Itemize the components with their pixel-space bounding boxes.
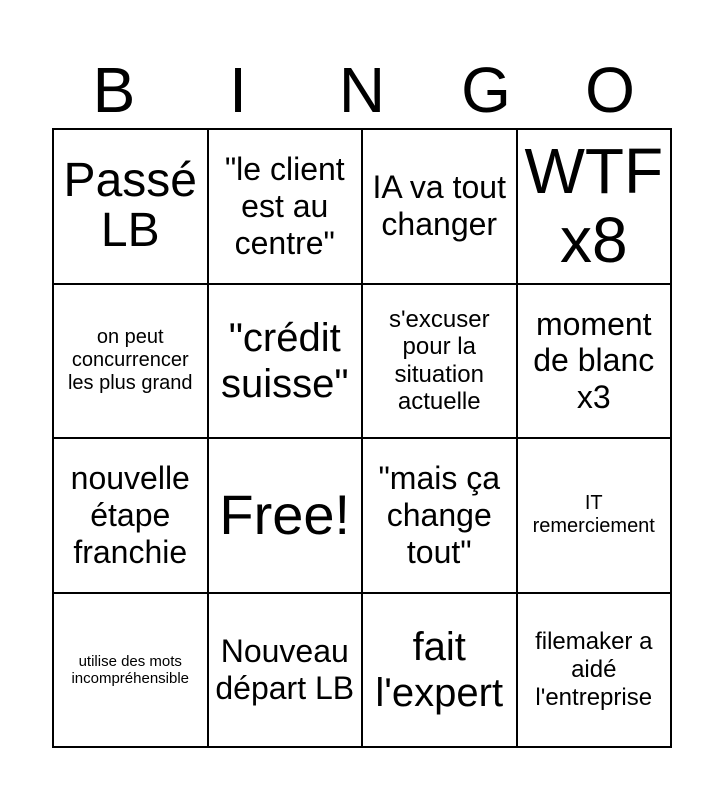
bingo-cell[interactable]: [54, 439, 209, 594]
bingo-cell[interactable]: [54, 130, 209, 285]
cell-text: on peut concurrencer les plus grand: [67, 326, 193, 395]
cell-text: "mais ça change tout": [378, 460, 501, 570]
bingo-cell[interactable]: [209, 130, 364, 285]
bingo-header: [52, 54, 672, 126]
header-letter-i: I: [229, 54, 247, 126]
cell-text: IT remerciement: [532, 492, 655, 538]
bingo-grid: [52, 128, 672, 748]
bingo-cell[interactable]: [363, 594, 518, 749]
cell-text: "le client est au centre": [224, 151, 345, 261]
header-letter-g: G: [461, 54, 511, 126]
bingo-cell[interactable]: [518, 130, 673, 285]
cell-text: nouvelle étape franchie: [70, 460, 190, 570]
bingo-cell[interactable]: [363, 285, 518, 440]
bingo-cell[interactable]: [209, 594, 364, 749]
cell-text: fait l'expert: [375, 624, 504, 715]
free-space-cell[interactable]: [209, 439, 364, 594]
bingo-cell[interactable]: [518, 439, 673, 594]
cell-text: filemaker a aidé l'entreprise: [535, 628, 653, 711]
bingo-cell[interactable]: [54, 285, 209, 440]
cell-text: s'excuser pour la situation actuelle: [388, 305, 490, 416]
cell-text: moment de blanc x3: [533, 305, 655, 416]
bingo-cell[interactable]: [518, 594, 673, 749]
bingo-cell[interactable]: [363, 439, 518, 594]
bingo-cell[interactable]: [518, 285, 673, 440]
header-letter-b: B: [92, 54, 136, 126]
free-space-text: Free!: [219, 483, 351, 547]
cell-text: IA va tout changer: [372, 169, 506, 243]
bingo-cell[interactable]: [363, 130, 518, 285]
bingo-cell[interactable]: [209, 285, 364, 440]
cell-text: "crédit suisse": [220, 315, 349, 406]
header-letter-o: O: [585, 54, 635, 126]
cell-text: utilise des mots incompréhensible: [71, 652, 190, 687]
header-letter-n: N: [338, 54, 386, 126]
cell-text: Passé LB: [63, 153, 197, 258]
cell-text: WTF x8: [524, 135, 664, 277]
bingo-cell[interactable]: [54, 594, 209, 749]
cell-text: Nouveau départ LB: [215, 632, 355, 706]
